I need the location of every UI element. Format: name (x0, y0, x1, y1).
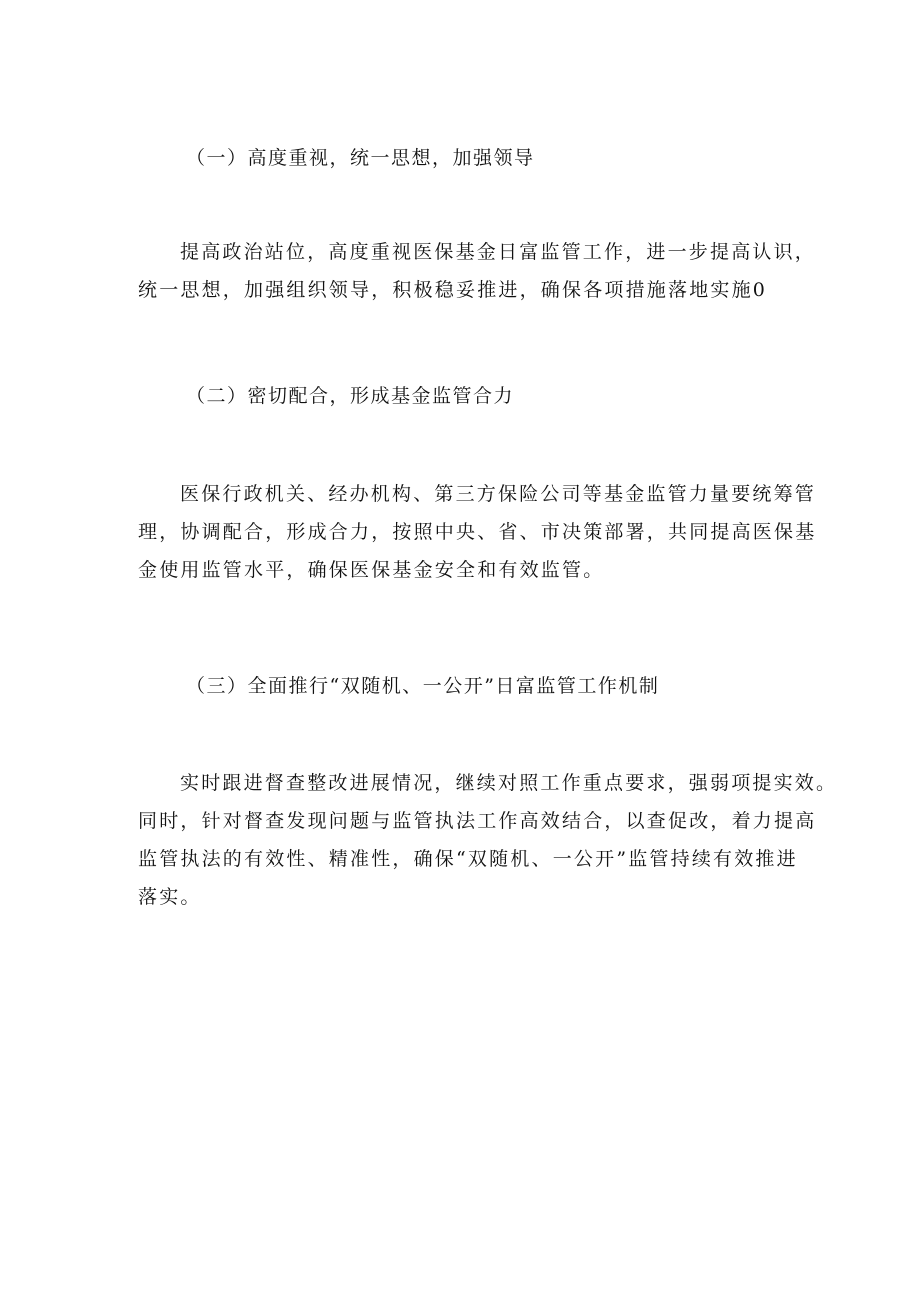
section-paragraph-3 (138, 764, 838, 916)
paragraph-line: 监管执法的有效性、精准性，确保“双随机、一公开”监管持续有效推进 (138, 848, 798, 870)
paragraph-line: 提高政治站位，高度重视医保基金日富监管工作，进一步提高认识， (180, 241, 817, 263)
section-heading-3: （三）全面推行“双随机、一公开”日富监管工作机制 (186, 675, 660, 697)
paragraph-line: 同时，针对督查发现问题与监管执法工作高效结合，以查促改，着力提高 (138, 810, 817, 832)
paragraph-line: 医保行政机关、经办机构、第三方保险公司等基金监管力量要统筹管 (180, 483, 817, 505)
section-heading-1: （一）高度重视，统一思想，加强领导 (186, 147, 535, 169)
paragraph-line: 统一思想，加强组织领导，积极稳妥推进，确保各项措施落地实施0 (138, 279, 768, 301)
section-heading-2: （二）密切配合，形成基金监管合力 (186, 385, 515, 407)
section-paragraph-1 (138, 233, 817, 309)
paragraph-line: 金使用监管水平，确保医保基金安全和有效监管。 (138, 559, 605, 581)
paragraph-line: 理，协调配合，形成合力，按照中央、省、市决策部署，共同提高医保基 (138, 521, 817, 543)
section-paragraph-2 (138, 475, 817, 589)
paragraph-line: 实时跟进督查整改进展情况，继续对照工作重点要求，强弱项提实效。 (180, 772, 838, 794)
paragraph-line: 落实。 (138, 886, 202, 908)
